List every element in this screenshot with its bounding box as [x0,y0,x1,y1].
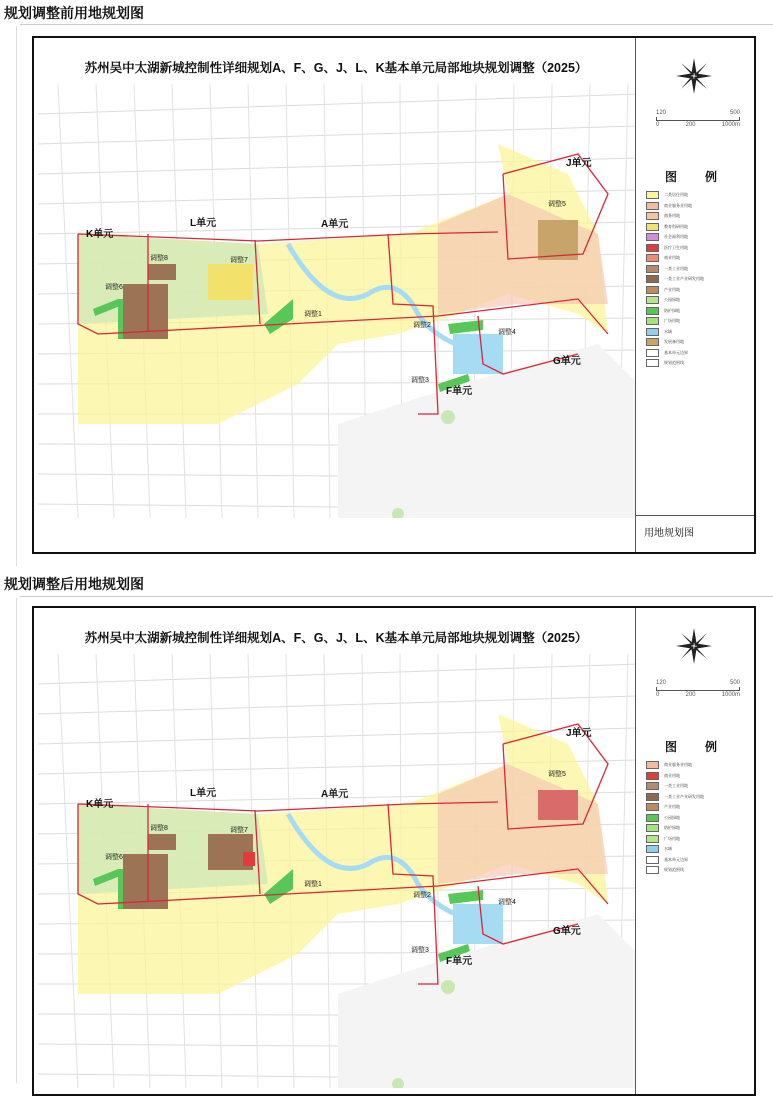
unit-label: F单元 [446,956,473,967]
divider [20,596,773,597]
legend-item [646,253,750,264]
map-canvas [38,84,638,518]
legend-item [646,865,750,876]
legend-label: 基本单元边界 [664,349,688,355]
map-canvas [38,654,638,1088]
unit-label: J单元 [566,158,592,169]
adjustment-label: 调整6 [105,854,123,861]
unit-label: F单元 [446,386,473,397]
legend-swatch [646,845,659,853]
north-arrow-icon [674,626,714,666]
scale-label: 120 [656,110,667,116]
legend-swatch [646,296,659,304]
legend-item [646,823,750,834]
legend-item [646,274,750,285]
legend-swatch [646,212,659,220]
adjustment-label: 调整4 [498,899,516,906]
divider [20,24,773,25]
legend-swatch [646,307,659,315]
legend-label: 水域 [664,846,672,852]
legend-label: 广场用地 [664,835,680,841]
scale-label: 500 [729,110,740,116]
legend-item [646,327,750,338]
adjustment-label: 调整3 [411,947,429,954]
legend-swatch [646,233,659,241]
legend-label: 防护绿地 [664,307,680,313]
scale-label: 1000m [721,692,740,698]
industrial-block [148,264,176,280]
legend-item [646,348,750,359]
legend-swatch [646,349,659,357]
legend-label: 一类工业产业研发用地 [664,793,704,799]
unit-label: K单元 [86,799,114,810]
legend-label: 防护绿地 [664,825,680,831]
scale-bar [656,110,740,128]
water-body [453,904,503,944]
legend-item [646,834,750,845]
adjusted-block [538,790,578,820]
adjustment-label: 调整5 [548,771,566,778]
legend-label: 发展备用地 [664,339,684,345]
legend-swatch [646,359,659,367]
adjustment-label: 调整5 [548,201,566,208]
legend-item [646,232,750,243]
land-use-map-before[interactable] [38,84,638,518]
unit-label: G单元 [553,926,581,937]
legend-swatch [646,265,659,273]
unit-label: G单元 [553,356,581,367]
legend-label: 二类居住用地 [664,192,688,198]
legend-swatch [646,803,659,811]
legend-item [646,211,750,222]
unit-label: K单元 [86,229,114,240]
legend-item [646,760,750,771]
margin-line [16,26,17,566]
legend-item [646,201,750,212]
legend-item [646,358,750,369]
legend-item [646,264,750,275]
legend-label: 教育科研用地 [664,223,688,229]
adjustment-label: 调整8 [150,825,168,832]
drawing-name: 用地规划图 [636,515,754,552]
legend-swatch [646,286,659,294]
legend-label: 一类工业用地 [664,265,688,271]
legend-swatch [646,824,659,832]
legend-panel [635,38,754,552]
land-use-map-after[interactable] [38,654,638,1088]
industrial-block [148,834,176,850]
adjusted-block [538,220,578,260]
legend-item [646,306,750,317]
scale-label: 1000m [721,122,740,128]
unit-label: J单元 [566,728,592,739]
legend-swatch [646,814,659,822]
adjustment-label: 调整4 [498,329,516,336]
legend-item [646,813,750,824]
legend-item [646,802,750,813]
legend-label: 社会福利用地 [664,234,688,240]
legend-swatch [646,202,659,210]
scale-label: 0 [656,692,660,698]
adjustment-label: 调整2 [413,892,431,899]
map-sheet-after [32,606,756,1096]
legend-swatch [646,244,659,252]
legend-label: 水域 [664,328,672,334]
unit-label: L单元 [190,218,217,229]
legend-item [646,792,750,803]
adjustment-label: 调整1 [304,311,322,318]
legend-swatch [646,275,659,283]
legend-item [646,771,750,782]
adjustment-label: 调整3 [411,377,429,384]
legend-swatch [646,338,659,346]
legend-item [646,316,750,327]
legend-swatch [646,782,659,790]
scale-label: 200 [685,692,696,698]
legend-swatch [646,328,659,336]
legend-label: 广场用地 [664,318,680,324]
legend-swatch [646,772,659,780]
scale-line [656,687,740,691]
legend-list [646,760,750,876]
unit-label: L单元 [190,788,217,799]
legend-label: 公园绿地 [664,814,680,820]
legend-swatch [646,761,659,769]
adjustment-label: 调整6 [105,284,123,291]
legend-item [646,222,750,233]
island [441,980,455,994]
sheet-title: 苏州吴中太湖新城控制性详细规划A、F、G、J、L、K基本单元局部地块规划调整（2025） [84,631,588,645]
legend-panel [635,608,754,1094]
legend-label: 商务用地 [664,213,680,219]
unit-label: A单元 [321,789,349,800]
legend-item [646,844,750,855]
water-body [453,334,503,374]
scale-line [656,117,740,121]
legend-heading: 图 例 [664,740,725,754]
legend-heading: 图 例 [664,170,725,184]
adjustment-label: 调整8 [150,255,168,262]
unit-label: A单元 [321,219,349,230]
legend-label: 商业用地 [664,255,680,261]
legend-swatch [646,856,659,864]
adjusted-block [208,264,253,300]
legend-item [646,855,750,866]
legend-label: 商业服务业用地 [664,762,692,768]
legend-label: 医疗卫生用地 [664,244,688,250]
adjusted-block [243,852,255,866]
legend-swatch [646,223,659,231]
legend-item [646,295,750,306]
legend-swatch [646,866,659,874]
sheet-title: 苏州吴中太湖新城控制性详细规划A、F、G、J、L、K基本单元局部地块规划调整（2025） [84,61,588,75]
legend-item [646,285,750,296]
adjustment-label: 调整7 [230,257,248,264]
legend-label: 一类工业产业研发用地 [664,276,704,282]
adjustment-label: 调整2 [413,322,431,329]
legend-item [646,781,750,792]
scale-label: 120 [656,680,667,686]
island [441,410,455,424]
adjustment-label: 调整7 [230,827,248,834]
legend-label: 产业用地 [664,804,680,810]
legend-label: 公园绿地 [664,297,680,303]
legend-swatch [646,835,659,843]
legend-label: 商业用地 [664,772,680,778]
legend-label: 规划范围线 [664,867,684,873]
legend-item [646,190,750,201]
section-heading-before: 规划调整前用地规划图 [4,5,144,21]
legend-label: 一类工业用地 [664,783,688,789]
legend-label: 商业服务业用地 [664,202,692,208]
legend-swatch [646,191,659,199]
legend-swatch [646,793,659,801]
north-arrow-icon [674,56,714,96]
legend-item [646,337,750,348]
legend-item [646,243,750,254]
legend-swatch [646,254,659,262]
legend-swatch [646,317,659,325]
legend-list [646,190,750,369]
map-sheet-before [32,36,756,554]
legend-label: 产业用地 [664,286,680,292]
scale-label: 200 [685,122,696,128]
margin-line [16,598,17,1083]
section-heading-after: 规划调整后用地规划图 [4,576,144,592]
scale-label: 500 [729,680,740,686]
legend-label: 基本单元边界 [664,856,688,862]
legend-label: 规划范围线 [664,360,684,366]
scale-label: 0 [656,122,660,128]
scale-bar [656,680,740,698]
adjustment-label: 调整1 [304,881,322,888]
